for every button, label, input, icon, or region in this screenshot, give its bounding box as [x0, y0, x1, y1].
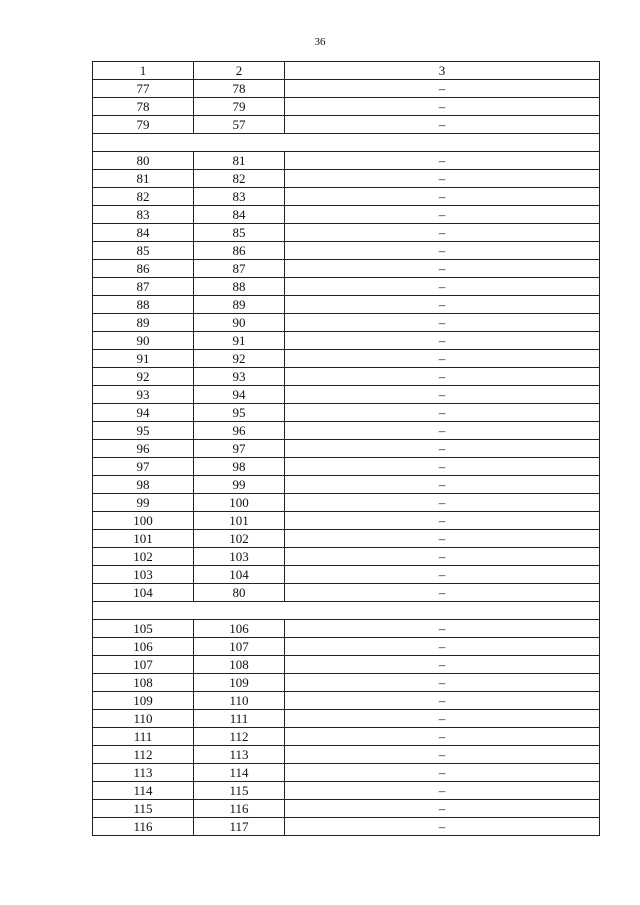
table-cell: –	[285, 242, 600, 260]
table-row	[93, 512, 600, 530]
table-cell: –	[285, 818, 600, 836]
table-cell: 89	[194, 296, 285, 314]
table-row	[93, 764, 600, 782]
section-separator-row	[93, 134, 600, 152]
table-cell: –	[285, 782, 600, 800]
table-cell: –	[285, 422, 600, 440]
table-cell: 96	[93, 440, 194, 458]
table-cell: 78	[194, 80, 285, 98]
table-row	[93, 782, 600, 800]
table-cell: –	[285, 674, 600, 692]
table-cell: –	[285, 458, 600, 476]
table-cell: 108	[194, 656, 285, 674]
table-cell: 94	[93, 404, 194, 422]
table-cell: 104	[194, 566, 285, 584]
table-cell: 99	[194, 476, 285, 494]
table-row	[93, 206, 600, 224]
table-cell: –	[285, 800, 600, 818]
table-cell: –	[285, 440, 600, 458]
table-cell: –	[285, 188, 600, 206]
table-cell: 98	[93, 476, 194, 494]
table-row	[93, 152, 600, 170]
table-cell: 116	[93, 818, 194, 836]
table-cell: –	[285, 152, 600, 170]
table-cell: 99	[93, 494, 194, 512]
table-cell: 86	[93, 260, 194, 278]
table-cell: –	[285, 530, 600, 548]
table-cell: 113	[194, 746, 285, 764]
table-cell: –	[285, 494, 600, 512]
table-row	[93, 368, 600, 386]
table-row	[93, 188, 600, 206]
table-cell: –	[285, 692, 600, 710]
table-cell: 82	[93, 188, 194, 206]
table-cell: –	[285, 278, 600, 296]
table-cell: 83	[194, 188, 285, 206]
table-cell: 83	[93, 206, 194, 224]
table-cell: 102	[194, 530, 285, 548]
table-cell: 98	[194, 458, 285, 476]
table-cell: –	[285, 314, 600, 332]
table-cell: –	[285, 638, 600, 656]
table-row	[93, 476, 600, 494]
table-row	[93, 440, 600, 458]
table-cell: 97	[93, 458, 194, 476]
table-cell: 97	[194, 440, 285, 458]
separator-cell	[93, 134, 600, 152]
table-cell: 110	[194, 692, 285, 710]
table-cell: 95	[194, 404, 285, 422]
table-row	[93, 692, 600, 710]
table-cell: –	[285, 584, 600, 602]
table-row	[93, 494, 600, 512]
table-cell: –	[285, 728, 600, 746]
table-cell: –	[285, 116, 600, 134]
table-row	[93, 242, 600, 260]
table-cell: 88	[93, 296, 194, 314]
table-cell: –	[285, 98, 600, 116]
table-cell: –	[285, 224, 600, 242]
table-cell: 79	[93, 116, 194, 134]
table-cell: –	[285, 620, 600, 638]
table-cell: –	[285, 764, 600, 782]
table-body	[93, 62, 600, 836]
table-row	[93, 404, 600, 422]
table-cell: 87	[93, 278, 194, 296]
table-cell: 113	[93, 764, 194, 782]
table-cell: 102	[93, 548, 194, 566]
table-cell: 80	[194, 584, 285, 602]
table-cell: 114	[194, 764, 285, 782]
table-row	[93, 422, 600, 440]
page-number: 36	[314, 36, 326, 48]
table-cell: –	[285, 350, 600, 368]
table-cell: 112	[194, 728, 285, 746]
table-row	[93, 584, 600, 602]
table-cell: 79	[194, 98, 285, 116]
table-cell: –	[285, 386, 600, 404]
table-cell: –	[285, 296, 600, 314]
table-row	[93, 296, 600, 314]
table-cell: 104	[93, 584, 194, 602]
table-cell: 96	[194, 422, 285, 440]
table-cell: 80	[93, 152, 194, 170]
table-cell: –	[285, 548, 600, 566]
table-cell: 110	[93, 710, 194, 728]
table-cell: –	[285, 566, 600, 584]
table-cell: 111	[93, 728, 194, 746]
table-row	[93, 818, 600, 836]
table-cell: –	[285, 404, 600, 422]
table-cell: –	[285, 260, 600, 278]
table-cell: 81	[93, 170, 194, 188]
table-cell: –	[285, 170, 600, 188]
table-cell: 88	[194, 278, 285, 296]
table-row	[93, 746, 600, 764]
data-table	[92, 61, 600, 836]
table-row	[93, 170, 600, 188]
table-cell: –	[285, 368, 600, 386]
table-cell: 92	[93, 368, 194, 386]
table-cell: 106	[93, 638, 194, 656]
table-row	[93, 278, 600, 296]
section-separator-row	[93, 602, 600, 620]
table-row	[93, 350, 600, 368]
table-cell: 107	[194, 638, 285, 656]
table-cell: 85	[93, 242, 194, 260]
table-row	[93, 656, 600, 674]
table-cell: 112	[93, 746, 194, 764]
table-cell: 92	[194, 350, 285, 368]
table-cell: 87	[194, 260, 285, 278]
table-cell: 81	[194, 152, 285, 170]
table-cell: –	[285, 512, 600, 530]
table-cell: 109	[194, 674, 285, 692]
table-row	[93, 710, 600, 728]
table-cell: –	[285, 332, 600, 350]
table-cell: 114	[93, 782, 194, 800]
table-cell: 101	[93, 530, 194, 548]
table-row	[93, 224, 600, 242]
table-cell: 90	[194, 314, 285, 332]
table-cell: 85	[194, 224, 285, 242]
table-row	[93, 386, 600, 404]
table-cell: 90	[93, 332, 194, 350]
table-cell: 109	[93, 692, 194, 710]
table-cell: 57	[194, 116, 285, 134]
table-cell: 103	[93, 566, 194, 584]
table-row	[93, 620, 600, 638]
table-cell: 78	[93, 98, 194, 116]
table-cell: 82	[194, 170, 285, 188]
table-cell: 77	[93, 80, 194, 98]
table-cell: 93	[93, 386, 194, 404]
table-header-row	[93, 62, 600, 80]
column-header: 2	[194, 62, 285, 80]
separator-cell	[93, 602, 600, 620]
table-row	[93, 332, 600, 350]
table-cell: 100	[93, 512, 194, 530]
table-cell: 101	[194, 512, 285, 530]
table-cell: –	[285, 80, 600, 98]
column-header: 1	[93, 62, 194, 80]
table-cell: –	[285, 710, 600, 728]
table-row	[93, 566, 600, 584]
table-cell: 93	[194, 368, 285, 386]
table-row	[93, 548, 600, 566]
table-cell: 84	[93, 224, 194, 242]
table-row	[93, 260, 600, 278]
table-row	[93, 800, 600, 818]
table-row	[93, 314, 600, 332]
table-row	[93, 674, 600, 692]
table-cell: 115	[93, 800, 194, 818]
table-cell: –	[285, 476, 600, 494]
table-cell: –	[285, 656, 600, 674]
table-row	[93, 458, 600, 476]
table-row	[93, 80, 600, 98]
table-cell: 116	[194, 800, 285, 818]
table-cell: 84	[194, 206, 285, 224]
table-cell: 91	[93, 350, 194, 368]
table-cell: –	[285, 206, 600, 224]
table-cell: –	[285, 746, 600, 764]
table-row	[93, 116, 600, 134]
table-cell: 103	[194, 548, 285, 566]
table-cell: 106	[194, 620, 285, 638]
table-cell: 94	[194, 386, 285, 404]
table-cell: 107	[93, 656, 194, 674]
table-row	[93, 530, 600, 548]
table-cell: 108	[93, 674, 194, 692]
table-cell: 111	[194, 710, 285, 728]
table-row	[93, 728, 600, 746]
table-row	[93, 638, 600, 656]
table-cell: 95	[93, 422, 194, 440]
table-cell: 117	[194, 818, 285, 836]
table-cell: 89	[93, 314, 194, 332]
table-cell: 105	[93, 620, 194, 638]
table-cell: 100	[194, 494, 285, 512]
table-cell: 115	[194, 782, 285, 800]
table-cell: 86	[194, 242, 285, 260]
table-row	[93, 98, 600, 116]
column-header: 3	[285, 62, 600, 80]
table-cell: 91	[194, 332, 285, 350]
